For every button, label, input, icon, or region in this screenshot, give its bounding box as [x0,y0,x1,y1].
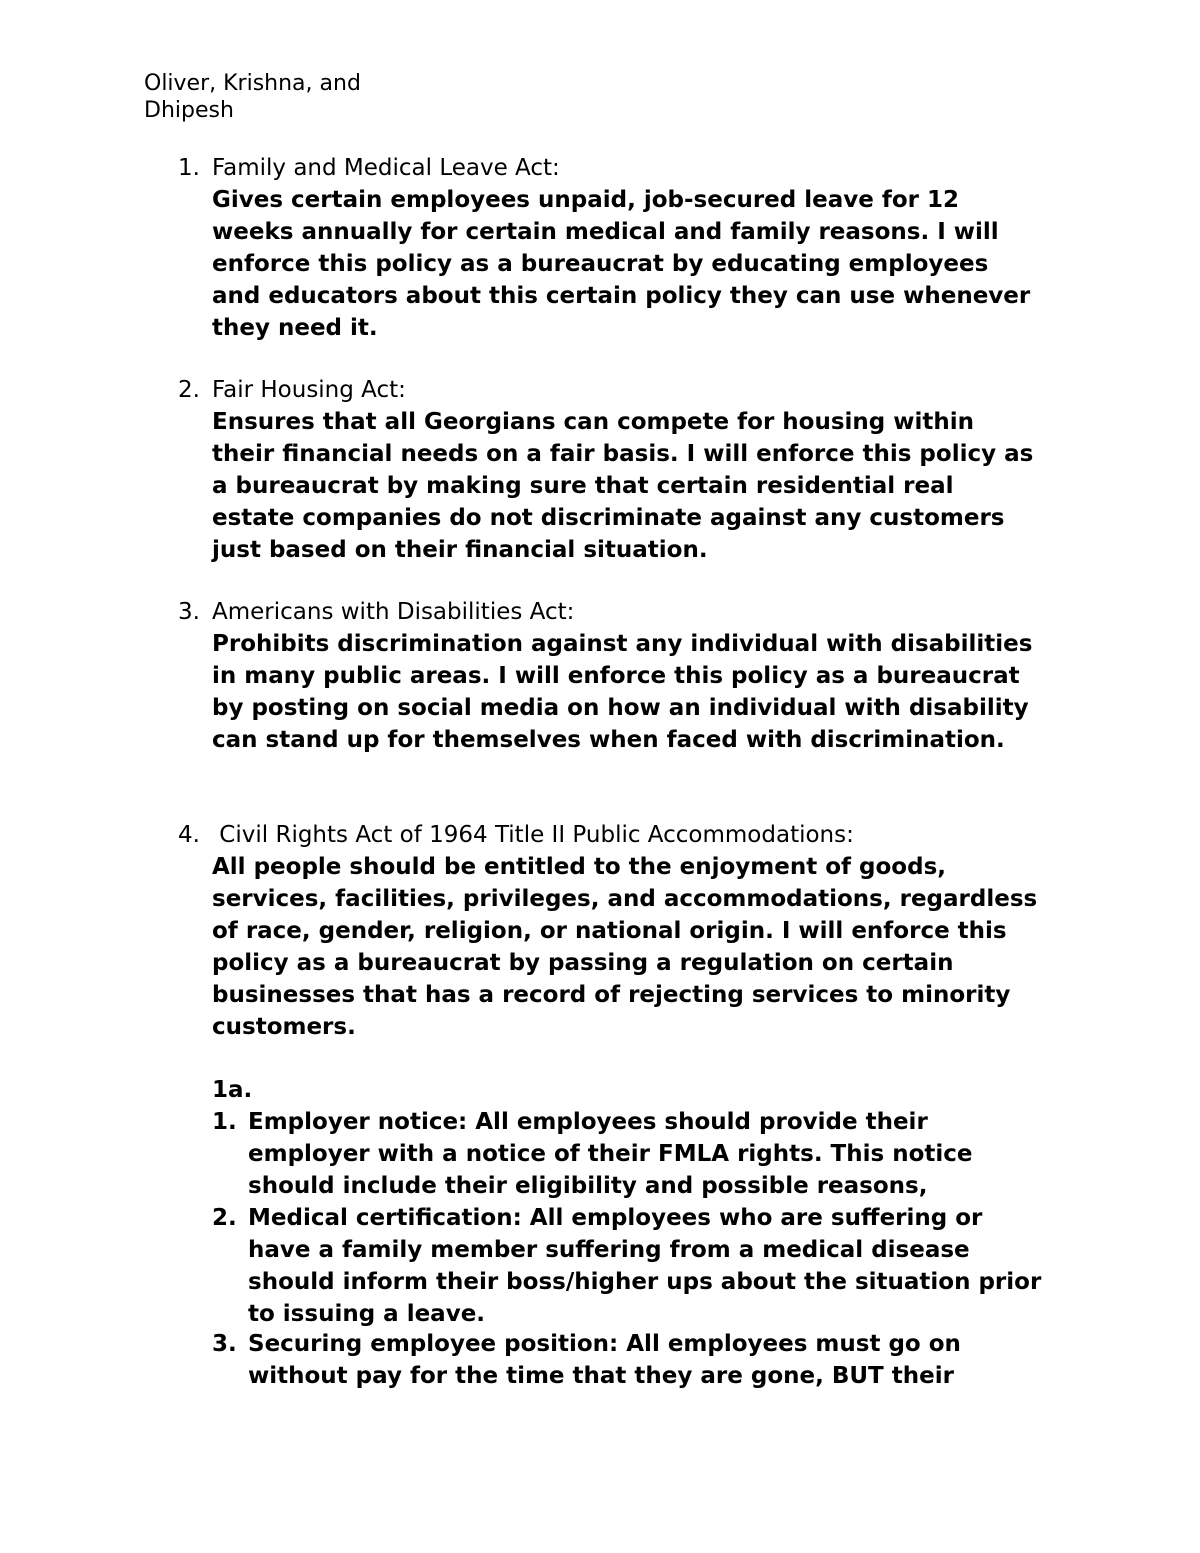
body-line: Securing employee position: All employees must go on [248,1331,961,1357]
body-line: businesses that has a record of rejecting services to minority [212,982,1011,1008]
item-body [212,184,1092,344]
sublist-number: 1. [212,1109,237,1135]
sublist-number: 3. [212,1331,237,1357]
body-line: by posting on social media on how an individual with disability [212,695,1029,721]
body-line: All people should be entitled to the enjoyment of goods, [212,854,947,880]
body-line: can stand up for themselves when faced with discrimination. [212,727,1005,753]
item-heading: Civil Rights Act of 1964 Title II Public Accommodations: [212,822,854,848]
body-line: employer with a notice of their FMLA rights. This notice [248,1141,973,1167]
list-number: 4. [178,822,200,848]
sublist-body [248,1106,973,1202]
sublist-body [248,1202,1041,1330]
body-line: Medical certification: All employees who are suffering or [248,1205,983,1231]
section-label-1a: 1a. [212,1077,253,1103]
body-line: and educators about this certain policy they can use whenever [212,283,1031,309]
body-line: a bureaucrat by making sure that certain residential real [212,473,954,499]
body-line: their financial needs on a fair basis. I will enforce this policy as [212,441,1034,467]
body-line: without pay for the time that they are gone, BUT their [248,1363,954,1389]
list-number: 3. [178,599,200,625]
body-line: weeks annually for certain medical and family reasons. I will [212,219,999,245]
body-line: have a family member suffering from a medical disease [248,1237,970,1263]
body-line: to issuing a leave. [248,1301,486,1327]
body-line: Ensures that all Georgians can compete for housing within [212,409,975,435]
body-line: estate companies do not discriminate against any customers [212,505,1005,531]
body-line: Employer notice: All employees should provide their [248,1109,928,1135]
body-line: they need it. [212,315,378,341]
list-number: 2. [178,377,200,403]
body-line: customers. [212,1014,356,1040]
body-line: should include their eligibility and possible reasons, [248,1173,928,1199]
item-body [212,851,1092,1043]
body-line: Prohibits discrimination against any individual with disabilities [212,631,1033,657]
body-line: services, facilities, privileges, and accommodations, regardless [212,886,1038,912]
body-line: Gives certain employees unpaid, job-secured leave for 12 [212,187,960,213]
body-line: enforce this policy as a bureaucrat by educating employees [212,251,989,277]
author-line-1: Oliver, Krishna, and [144,71,361,96]
body-line: in many public areas. I will enforce this policy as a bureaucrat [212,663,1020,689]
item-heading: Family and Medical Leave Act: [212,155,560,181]
body-line: should inform their boss/higher ups about the situation prior [248,1269,1042,1295]
body-line: just based on their financial situation. [212,537,708,563]
item-body [212,628,1092,756]
sublist-body [248,1328,961,1392]
body-line: of race, gender, religion, or national origin. I will enforce this [212,918,1007,944]
body-line: policy as a bureaucrat by passing a regulation on certain [212,950,954,976]
list-number: 1. [178,155,200,181]
item-heading: Fair Housing Act: [212,377,406,403]
author-names [144,70,544,124]
sublist-number: 2. [212,1205,237,1231]
item-body [212,406,1092,566]
author-line-2: Dhipesh [144,98,234,123]
item-heading: Americans with Disabilities Act: [212,599,575,625]
